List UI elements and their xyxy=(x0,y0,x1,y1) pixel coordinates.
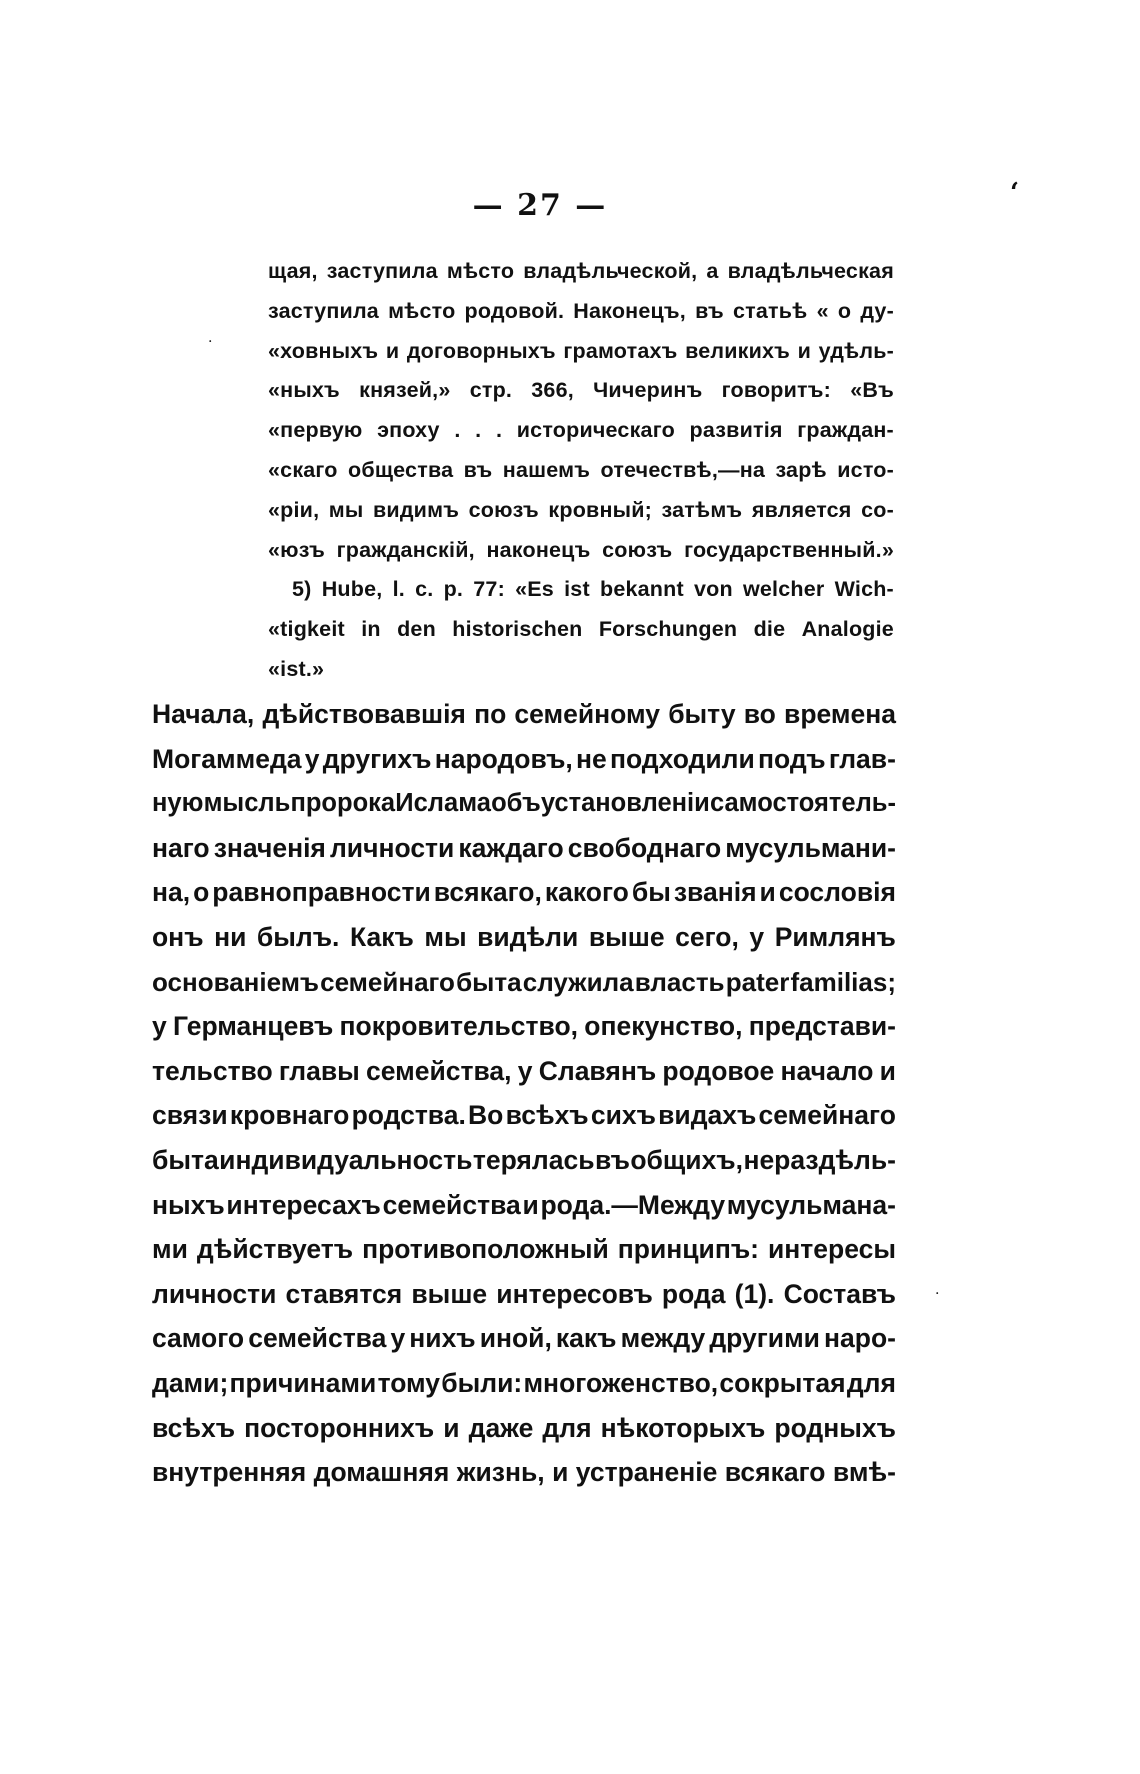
body-line: быта индивидуальность терялась въ общихъ, нераздѣль- xyxy=(152,1144,896,1175)
body-line: всѣхъ постороннихъ и даже для нѣкоторыхъ родныхъ xyxy=(152,1412,896,1443)
body-line: ми дѣйствуетъ противоположный принципъ: интересы xyxy=(152,1234,896,1265)
body-line: тельство главы семейства, у Славянъ родовое начало и xyxy=(152,1055,896,1086)
body-line: основаніемъ семейнаго быта служила власть pater familias; xyxy=(152,966,896,997)
body-line: ныхъ интересахъ семейства и рода.—Между мусульмана- xyxy=(152,1189,896,1220)
footnote-line: «скаго общества въ нашемъ отечествѣ,—на зарѣ исто- xyxy=(268,457,894,482)
footnote-5-line: «tigkeit in den historischen Forschungen die Analogie xyxy=(268,617,894,642)
body-line: наго значенія личности каждаго свободнаго мусульмани- xyxy=(152,832,896,863)
footnote-line: «юзъ гражданскій, наконецъ союзъ государственный.» xyxy=(268,537,894,562)
footnote-line: «первую эпоху . . . историческаго развитія граждан- xyxy=(268,418,894,443)
body-line: дами; причинами тому были: многоженство, сокрытая для xyxy=(152,1367,896,1398)
corner-ink-mark: ʻ xyxy=(1010,178,1020,208)
body-line: ную мысль пророка Ислама объ установленіи самостоятель- xyxy=(152,789,896,818)
body-line: внутренняя домашняя жизнь, и устраненіе всякаго вмѣ- xyxy=(152,1457,896,1488)
footnote-line: «ныхъ князей,» стр. 366, Чичеринъ говоритъ: «Въ xyxy=(268,378,894,403)
body-line: онъ ни былъ. Какъ мы видѣли выше сего, у Римлянъ xyxy=(152,921,896,952)
body-line: у Германцевъ покровительство, опекунство, представи- xyxy=(152,1011,896,1042)
footnote-line: заступила мѣсто родовой. Наконецъ, въ статьѣ « о ду- xyxy=(268,298,894,323)
body-line: Начала, дѣйствовавшія по семейному быту во времена xyxy=(152,699,896,729)
body-line: связи кровнаго родства. Во всѣхъ сихъ видахъ семейнаго xyxy=(152,1100,896,1131)
body-line: на, о равноправности всякаго, какого бы званія и сословія xyxy=(152,877,896,908)
stray-ink-dot-left: . xyxy=(208,330,213,346)
page-number: — 27 — xyxy=(472,188,608,223)
body-line: самого семейства у нихъ иной, какъ между другими наро- xyxy=(152,1323,896,1354)
footnote-line: «ріи, мы видимъ союзъ кровный; затѣмъ является со- xyxy=(268,497,894,522)
footnotes-block xyxy=(268,252,894,690)
footnote-line: щая, заступила мѣсто владѣльческой, а владѣльческая xyxy=(268,259,894,283)
footnote-5-line: 5) Hube, l. c. p. 77: «Es ist bekannt von welcher Wich- xyxy=(292,577,894,602)
body-line: личности ставятся выше интересовъ рода (1). Составъ xyxy=(152,1278,896,1309)
stray-ink-dot-right: . xyxy=(935,1282,940,1298)
footnote-5-line: «ist.» xyxy=(268,656,325,681)
main-paragraph xyxy=(152,692,896,1495)
body-line: Могаммеда у другихъ народовъ, не подходили подъ глав- xyxy=(152,743,896,774)
footnote-line: «ховныхъ и договорныхъ грамотахъ великихъ и удѣль- xyxy=(268,338,894,363)
